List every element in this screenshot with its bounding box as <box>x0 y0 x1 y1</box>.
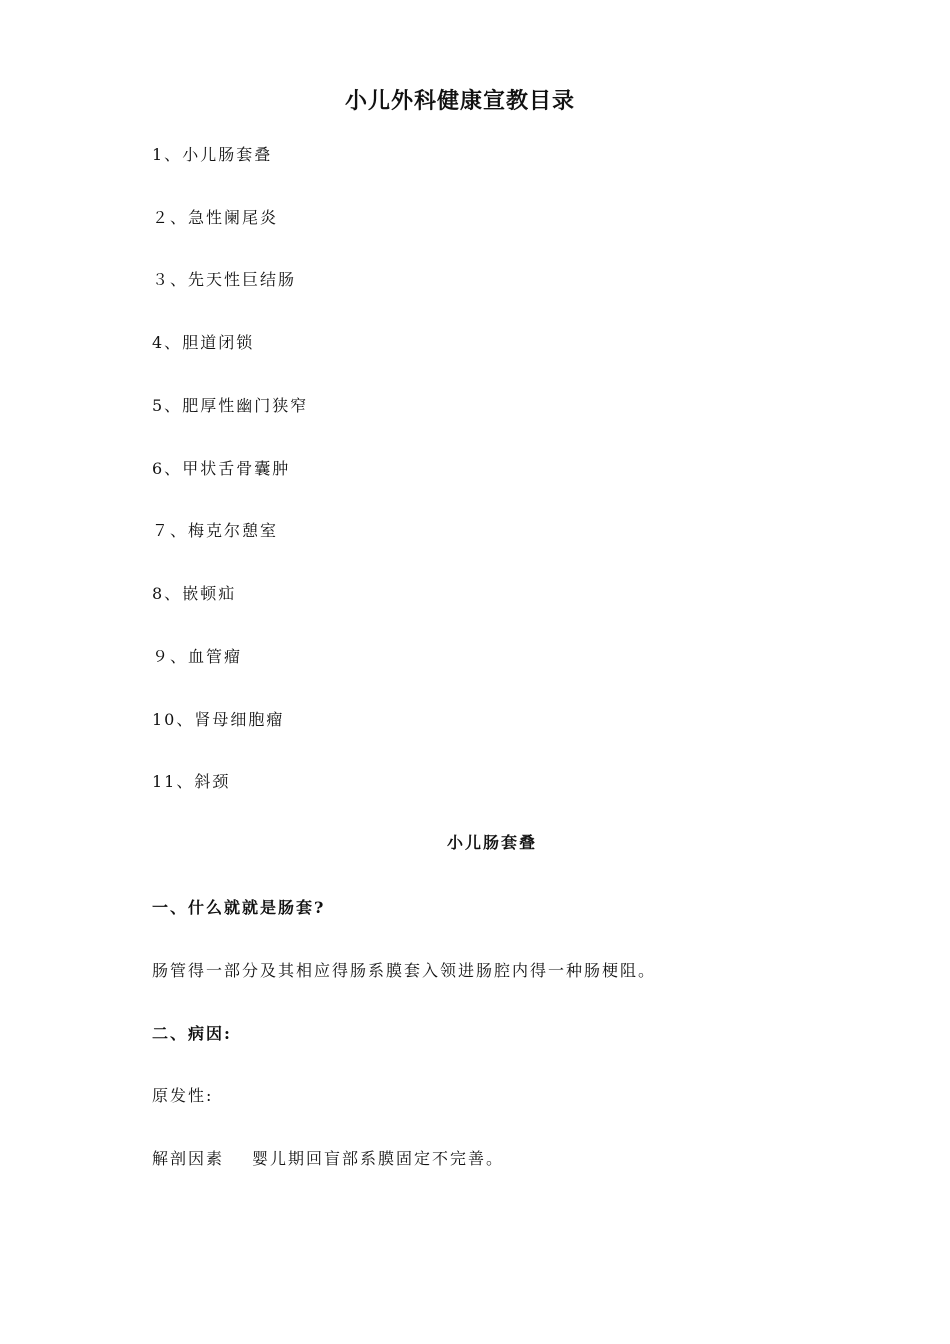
document-title: 小儿外科健康宣教目录 <box>344 89 575 114</box>
cause-heading: 二、病因: <box>152 1024 232 1043</box>
anatomy-label: 解剖因素 <box>152 1149 225 1168</box>
toc-item-text: 胆道闭锁 <box>182 333 255 352</box>
question-heading: 一、什么就就是肠套? <box>152 898 326 917</box>
toc-item-text: 梅克尔憩室 <box>188 521 279 540</box>
toc-item-number: 11、 <box>152 772 195 791</box>
toc-item <box>152 518 278 541</box>
toc-item <box>152 707 284 730</box>
toc-item <box>152 330 254 353</box>
toc-item <box>152 456 290 479</box>
anatomy-line <box>152 1146 504 1169</box>
answer-paragraph: 肠管得一部分及其相应得肠系膜套入领进肠腔内得一种肠梗阻。 <box>152 961 657 980</box>
toc-item <box>152 393 308 416</box>
primary-label: 原发性: <box>152 1086 214 1105</box>
toc-item-number: 1、 <box>152 145 183 164</box>
section-title: 小儿肠套叠 <box>446 833 537 852</box>
toc-item-text: 先天性巨结肠 <box>188 270 297 289</box>
toc-item <box>152 267 296 290</box>
anatomy-text: 婴儿期回盲部系膜固定不完善。 <box>252 1149 505 1168</box>
toc-item-text: 血管瘤 <box>188 647 243 666</box>
toc-item-text: 嵌顿疝 <box>182 584 237 603</box>
toc-item <box>152 142 272 165</box>
toc-item-text: 肥厚性幽门狭窄 <box>182 396 309 415</box>
toc-item-number: 8、 <box>152 584 183 603</box>
toc-item-text: 甲状舌骨囊肿 <box>182 459 291 478</box>
toc-item-text: 小儿肠套叠 <box>182 145 273 164</box>
toc-item-text: 斜颈 <box>194 772 231 791</box>
toc-item-number: ７、 <box>152 521 189 540</box>
toc-item-number: ３、 <box>152 270 189 289</box>
toc-item-number: 6、 <box>152 459 183 478</box>
toc-item <box>152 205 278 228</box>
toc-item-number: 10、 <box>152 710 195 729</box>
toc-item-text: 肾母细胞瘤 <box>194 710 285 729</box>
toc-item-number: 4、 <box>152 333 183 352</box>
toc-item <box>152 769 230 792</box>
toc-item-text: 急性阑尾炎 <box>188 208 279 227</box>
toc-item-number: 5、 <box>152 396 183 415</box>
toc-item-number: ９、 <box>152 647 189 666</box>
toc-item <box>152 644 242 667</box>
toc-item-number: ２、 <box>152 208 189 227</box>
toc-item <box>152 581 236 604</box>
